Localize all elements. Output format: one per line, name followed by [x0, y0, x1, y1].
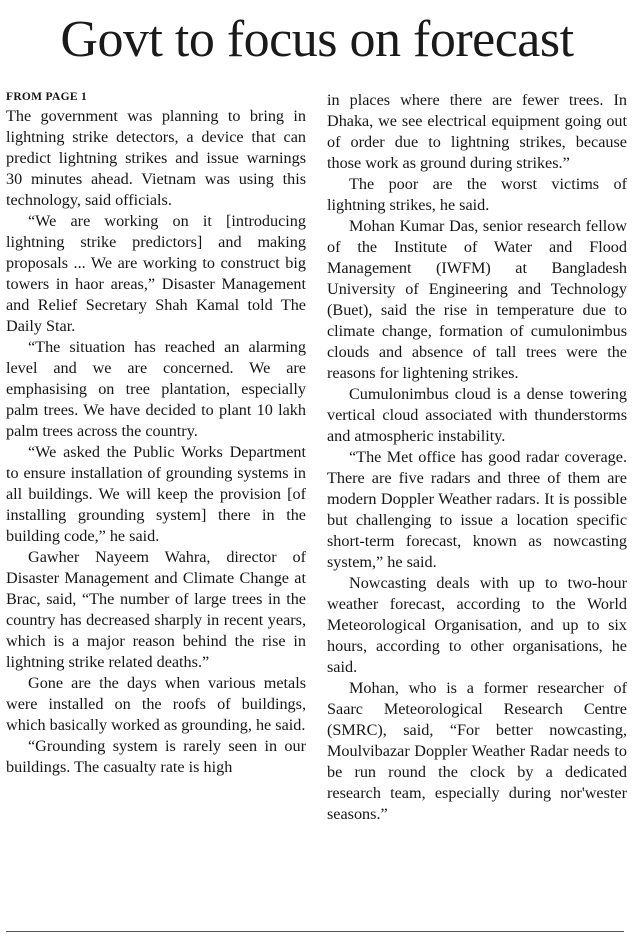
- paragraph: “Grounding system is rarely seen in our buildings. The casualty rate is high: [6, 737, 306, 776]
- paragraph: “We asked the Public Works Department to ensure installation of grounding systems in all buildings. We will keep the provision [of installing grounding system] there in the building code,” he said.: [6, 443, 306, 545]
- continuation-kicker: FROM PAGE 1: [6, 91, 88, 103]
- article-column-right: [327, 90, 627, 825]
- paragraph: The government was planning to bring in lightning strike detectors, a device that can predict lightning strikes and issue warnings 30 minutes ahead. Vietnam was using this technology, said officials.: [6, 107, 306, 209]
- paragraph: Nowcasting deals with up to two-hour weather forecast, according to the World Meteorological Organisation, and up to six hours, according to other organisations, he said.: [327, 574, 627, 676]
- paragraph: The poor are the worst victims of lightning strikes, he said.: [327, 175, 627, 214]
- paragraph: in places where there are fewer trees. In Dhaka, we see electrical equipment going out of order due to lightning strikes, because those work as ground during strikes.”: [327, 91, 627, 172]
- paragraph: “We are working on it [introducing lightning strike predictors] and making proposals ... We are working to construct big towers in haor areas,” Disaster Management and Relief Secretary Shah Kamal told The Daily Star.: [6, 212, 306, 335]
- paragraph: Gone are the days when various metals were installed on the roofs of buildings, which basically worked as grounding, he said.: [6, 674, 306, 734]
- bottom-rule: [6, 931, 624, 932]
- paragraph: Cumulonimbus cloud is a dense towering vertical cloud associated with thunderstorms and atmospheric instability.: [327, 385, 627, 445]
- paragraph: Mohan, who is a former researcher of Saarc Meteorological Research Centre (SMRC), said, “For better nowcasting, Moulvibazar Doppler Weather Radar needs to be run round the clock by a dedicated research team, especially during nor'wester seasons.”: [327, 679, 627, 823]
- paragraph: “The situation has reached an alarming level and we are concerned. We are emphasising on tree plantation, especially palm trees. We have decided to plant 10 lakh palm trees across the country.: [6, 338, 306, 440]
- article-column-left: [6, 89, 306, 778]
- headline: Govt to focus on forecast: [60, 11, 574, 68]
- paragraph: Mohan Kumar Das, senior research fellow of the Institute of Water and Flood Management (IWFM) at Bangladesh University of Engineering and Technology (Buet), said the rise in temperature due to climate change, formation of cumulonimbus clouds and absence of tall trees were the reasons for lightening strikes.: [327, 217, 627, 382]
- paragraph: Gawher Nayeem Wahra, director of Disaster Management and Climate Change at Brac, said, “The number of large trees in the country has decreased sharply in recent years, which is a major reason behind the rise in lightning strike related deaths.”: [6, 548, 306, 671]
- paragraph: “The Met office has good radar coverage. There are five radars and three of them are modern Doppler Weather radars. It is possible but challenging to issue a location specific short-term forecast, known as nowcasting system,” he said.: [327, 448, 627, 571]
